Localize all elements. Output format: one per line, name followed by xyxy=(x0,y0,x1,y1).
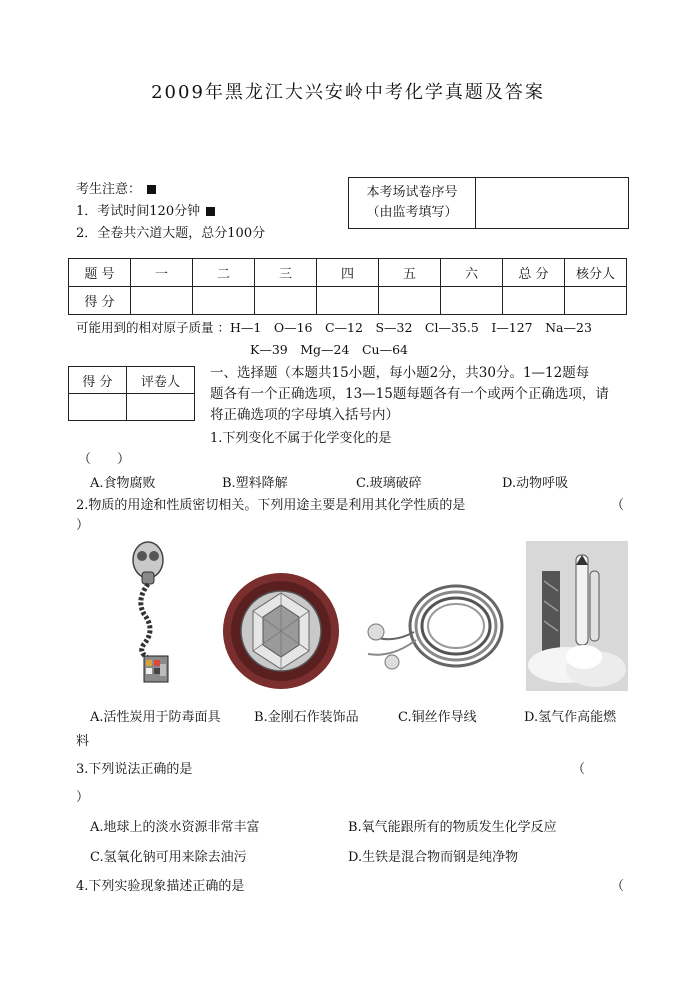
notice-heading xyxy=(76,178,156,197)
grader-table xyxy=(68,366,195,421)
q3-option-c: C.氢氧化钠可用来除去油污 xyxy=(90,850,247,865)
score-header: 一 xyxy=(131,259,193,287)
q4-bracket-open[interactable]: （ xyxy=(611,879,625,894)
score-cell[interactable] xyxy=(379,287,441,315)
score-cell[interactable] xyxy=(317,287,379,315)
q3-option-b: B.氧气能跟所有的物质发生化学反应 xyxy=(348,820,557,835)
grader-score-cell[interactable] xyxy=(69,394,127,421)
q2-stem: 2.物质的用途和性质密切相关。下列用途主要是利用其化学性质的是 xyxy=(76,498,466,513)
score-header: 三 xyxy=(255,259,317,287)
gas-mask-image xyxy=(126,540,184,688)
copper-wire-icon xyxy=(362,574,510,680)
score-header: 总 分 xyxy=(503,259,565,287)
score-header: 二 xyxy=(193,259,255,287)
notice-item-text: 1．考试时间120分钟 xyxy=(76,204,201,219)
score-header: 五 xyxy=(379,259,441,287)
rocket-launch-icon xyxy=(526,541,628,691)
page-title: 2009年黑龙江大兴安岭中考化学真题及答案 xyxy=(151,82,545,103)
score-cell[interactable] xyxy=(193,287,255,315)
q3-option-a: A.地球上的淡水资源非常丰富 xyxy=(90,820,260,835)
q2-option-a: A.活性炭用于防毒面具 xyxy=(90,710,221,725)
copper-wire-image xyxy=(362,574,510,680)
q2-option-b: B.金刚石作装饰品 xyxy=(254,710,359,725)
score-header: 题 号 xyxy=(69,259,131,287)
rocket-launch-image xyxy=(526,541,628,691)
section1-intro-1: 一、选择题（本题共15小题，每小题2分，共30分。1—12题每 xyxy=(210,365,590,381)
score-cell[interactable] xyxy=(503,287,565,315)
score-header: 核分人 xyxy=(565,259,627,287)
score-table-header-row xyxy=(69,259,627,287)
score-row-label: 得 分 xyxy=(69,287,131,315)
score-header: 四 xyxy=(317,259,379,287)
square-mark-icon xyxy=(147,185,156,194)
q3-option-d: D.生铁是混合物而钢是纯净物 xyxy=(348,850,519,865)
q1-answer-bracket[interactable]: （ ） xyxy=(78,452,131,467)
score-cell[interactable] xyxy=(441,287,503,315)
score-cell[interactable] xyxy=(565,287,627,315)
notice-heading-text: 考生注意： xyxy=(76,182,142,197)
exam-number-label-1: 本考场试卷序号 xyxy=(366,185,458,200)
score-table-score-row xyxy=(69,287,627,315)
q1-option-d: D.动物呼吸 xyxy=(502,476,569,491)
section1-intro-3: 将正确选项的字母填入括号内） xyxy=(210,407,399,423)
q1-option-c: C.玻璃破碎 xyxy=(356,476,422,491)
q1-option-b: B.塑料降解 xyxy=(222,476,288,491)
q2-bracket-close: ） xyxy=(76,518,90,533)
gas-mask-icon xyxy=(126,540,184,688)
grader-name-cell[interactable] xyxy=(127,394,195,421)
square-mark-icon xyxy=(206,207,215,216)
q1-option-a: A.食物腐败 xyxy=(90,476,156,491)
q4-stem: 4.下列实验现象描述正确的是 xyxy=(76,879,245,894)
exam-number-box xyxy=(348,177,629,229)
exam-number-label-2: （由监考填写） xyxy=(366,205,458,220)
atomic-mass-line-1: 可能用到的相对原子质量 ：H—1 O—16 C—12 S—32 Cl—35.5 I—127 Na—23 xyxy=(76,320,592,335)
q3-stem: 3.下列说法正确的是 xyxy=(76,762,193,777)
grader-name-label: 评卷人 xyxy=(127,367,195,394)
notice-item-1 xyxy=(76,200,215,219)
score-table xyxy=(68,258,627,315)
q2-option-c: C.铜丝作导线 xyxy=(398,710,477,725)
diamond-icon xyxy=(221,571,341,691)
score-header: 六 xyxy=(441,259,503,287)
q3-bracket-open[interactable]: （ xyxy=(572,762,586,777)
diamond-image xyxy=(221,571,341,691)
section1-intro-2: 题各有一个正确选项，13—15题每题各有一个或两个正确选项，请 xyxy=(210,386,609,402)
q2-bracket-open[interactable]: （ xyxy=(611,498,625,513)
score-cell[interactable] xyxy=(255,287,317,315)
score-cell[interactable] xyxy=(131,287,193,315)
grader-score-label: 得 分 xyxy=(69,367,127,394)
atomic-mass-line-2: K—39 Mg—24 Cu—64 xyxy=(250,342,408,357)
exam-number-label xyxy=(349,178,476,229)
exam-number-field[interactable] xyxy=(476,178,629,229)
q1-stem: 1.下列变化不属于化学变化的是 xyxy=(210,431,392,446)
q2-option-d: D.氢气作高能燃 xyxy=(524,710,617,725)
q3-bracket-close: ） xyxy=(76,790,90,805)
notice-item-2: 2．全卷共六道大题，总分100分 xyxy=(76,226,266,241)
q2-option-d-wrap: 料 xyxy=(76,734,90,749)
